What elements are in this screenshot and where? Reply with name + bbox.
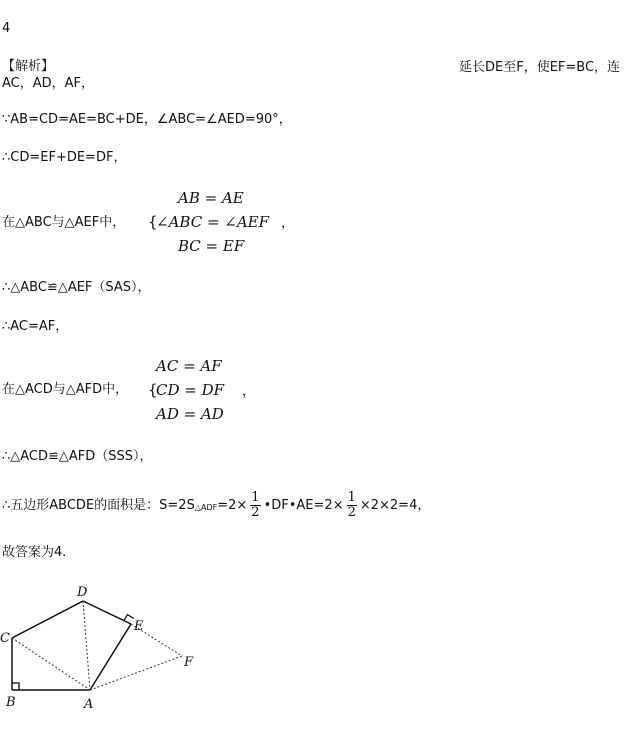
fraction-2-numerator: 1 bbox=[347, 490, 356, 505]
triangle-pair-1-label: 在△ABC与△AEF中， bbox=[2, 215, 126, 230]
system-1-row-3: BC = EF bbox=[178, 237, 245, 255]
system-2-comma: ， bbox=[242, 384, 256, 399]
area-line bbox=[2, 488, 430, 526]
cd-equals-df-line: ∴CD=EF+DE=DF， bbox=[2, 150, 127, 165]
right-angle-E bbox=[124, 615, 134, 621]
segment-DE bbox=[83, 601, 131, 624]
fraction-1-numerator: 1 bbox=[251, 490, 260, 505]
analysis-intro-cont: AC，AD，AF， bbox=[2, 76, 95, 91]
right-angle-B bbox=[12, 683, 19, 690]
area-prefix: ∴五边形ABCDE的面积是：S=2S bbox=[2, 498, 195, 513]
label-point-A: A bbox=[84, 697, 94, 712]
system-1-row-2: ∠ABC = ∠AEF bbox=[156, 213, 270, 231]
segment-CD bbox=[12, 601, 83, 638]
label-point-F: F bbox=[184, 655, 194, 670]
fraction-half-1 bbox=[250, 491, 260, 520]
area-mid-2: •DF•AE=2× bbox=[263, 498, 344, 513]
system-2-brace: { bbox=[148, 381, 158, 399]
fraction-2-denominator: 2 bbox=[347, 505, 356, 520]
triangle-pair-2-label: 在△ACD与△AFD中， bbox=[2, 382, 129, 397]
analysis-intro: 延长DE至F，使EF=BC，连 bbox=[459, 60, 621, 75]
segment-CA bbox=[12, 638, 90, 690]
area-subscript: △ADF bbox=[194, 503, 218, 512]
system-2-row-1: AC = AF bbox=[156, 357, 222, 375]
answer-value: 4 bbox=[2, 21, 11, 36]
segment-DA bbox=[83, 601, 90, 690]
ac-equals-af-line: ∴AC=AF， bbox=[2, 319, 69, 334]
segment-AF bbox=[90, 656, 182, 690]
segment-EA bbox=[90, 624, 131, 690]
analysis-label: 【解析】 bbox=[2, 59, 55, 74]
fraction-1-denominator: 2 bbox=[251, 505, 260, 520]
area-mid-1: =2× bbox=[217, 498, 248, 513]
congruence-2-line: ∴△ACD≌△AFD（SSS）， bbox=[2, 449, 153, 464]
area-end: ×2×2=4， bbox=[359, 498, 431, 513]
system-1-brace: { bbox=[148, 213, 158, 231]
system-2-row-3: AD = AD bbox=[156, 405, 224, 423]
system-1-comma: ， bbox=[281, 216, 295, 231]
label-point-E: E bbox=[134, 619, 144, 634]
geometry-figure bbox=[0, 582, 210, 732]
fraction-half-2 bbox=[347, 491, 357, 520]
congruence-1-line: ∴△ABC≌△AEF（SAS）， bbox=[2, 280, 151, 295]
final-answer-line: 故答案为4． bbox=[2, 545, 76, 560]
label-point-D: D bbox=[77, 585, 88, 600]
label-point-C: C bbox=[0, 631, 10, 646]
system-1-row-1: AB = AE bbox=[178, 189, 244, 207]
system-2-row-2: CD = DF bbox=[156, 381, 225, 399]
label-point-B: B bbox=[6, 695, 16, 710]
given-line: ∵AB=CD=AE=BC+DE，∠ABC=∠AED=90°， bbox=[2, 112, 292, 127]
